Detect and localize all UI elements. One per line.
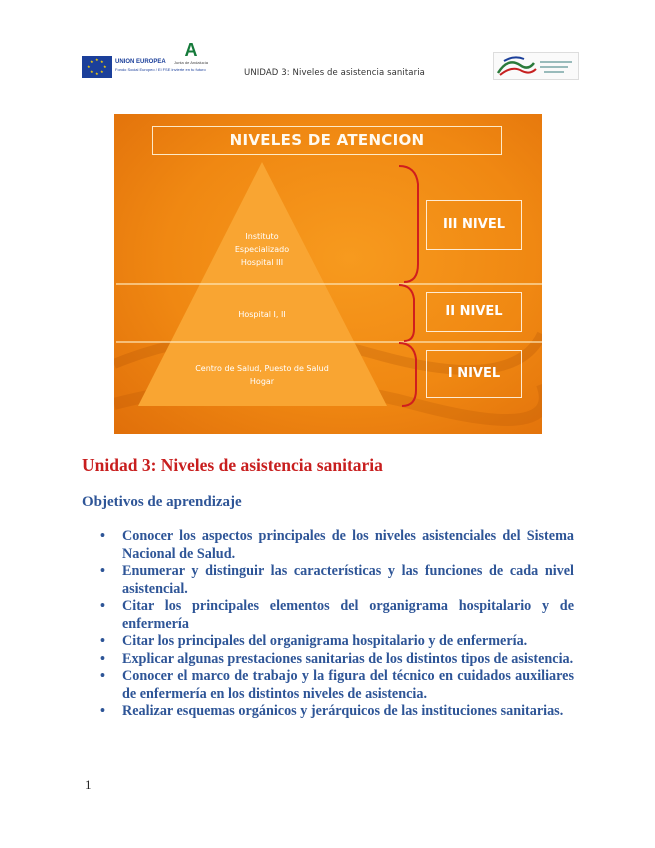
- nivel-box-1: I NIVEL: [426, 350, 522, 398]
- page-number: 1: [85, 777, 92, 792]
- andalucia-logo-text: Junta de Andalucía: [173, 60, 209, 65]
- pyramid-label-level-1: [162, 362, 362, 388]
- school-logo-icon: [494, 53, 578, 79]
- objective-item: • Realizar esquemas orgánicos y jerárquicos de las instituciones sanitarias.: [100, 703, 574, 721]
- pyramid-label-level-2: [202, 308, 322, 321]
- andalucia-a-icon: A: [184, 40, 198, 60]
- school-logo: [493, 52, 579, 80]
- objectives-title: Objetivos de aprendizaje: [82, 494, 242, 510]
- objective-item: • Explicar algunas prestaciones sanitarias de los distintos tipos de asistencia.: [100, 651, 574, 669]
- objective-item: • Citar los principales del organigrama hospitalario y de enfermería.: [100, 633, 574, 651]
- objective-item: • Conocer los aspectos principales de los niveles asistenciales del Sistema Nacional de Salud.: [100, 528, 574, 563]
- level-3-line-2: Especializado: [234, 245, 290, 254]
- objectives-list: [100, 528, 574, 721]
- bracket-level-3: [399, 166, 418, 282]
- level-3-line-1: Instituto: [245, 232, 279, 241]
- pyramid-label-level-3: [212, 230, 312, 269]
- level-3-line-3: Hospital III: [240, 258, 284, 267]
- objective-item: • Citar los principales elementos del organigrama hospitalario y de enfermería: [100, 598, 574, 633]
- eu-logo-title: UNION EUROPEA: [115, 59, 166, 65]
- nivel-box-3: III NIVEL: [426, 200, 522, 250]
- level-2-line-1: Hospital I, II: [238, 310, 286, 319]
- diagram-title: NIVELES DE ATENCION: [152, 126, 502, 155]
- level-1-line-2: Hogar: [249, 377, 275, 386]
- nivel-box-2: II NIVEL: [426, 292, 522, 332]
- objective-item: • Conocer el marco de trabajo y la figura del técnico en cuidados auxiliares de enfermería en los distintos niveles de asistencia.: [100, 668, 574, 703]
- eu-flag-icon: ★ ★ ★ ★ ★ ★ ★ ★: [82, 56, 112, 78]
- level-1-line-1: Centro de Salud, Puesto de Salud: [195, 364, 329, 373]
- eu-logo-subtitle: Fondo Social Europeo / El FSE invierte en tu futuro: [115, 67, 206, 72]
- levels-diagram: [114, 114, 542, 434]
- header-title: UNIDAD 3: Niveles de asistencia sanitaria: [244, 68, 425, 78]
- objective-item: • Enumerar y distinguir las características y las funciones de cada nivel asistencial.: [100, 563, 574, 598]
- andalucia-logo: [168, 40, 214, 80]
- bracket-level-2: [399, 285, 414, 341]
- unit-title: Unidad 3: Niveles de asistencia sanitaria: [82, 455, 383, 475]
